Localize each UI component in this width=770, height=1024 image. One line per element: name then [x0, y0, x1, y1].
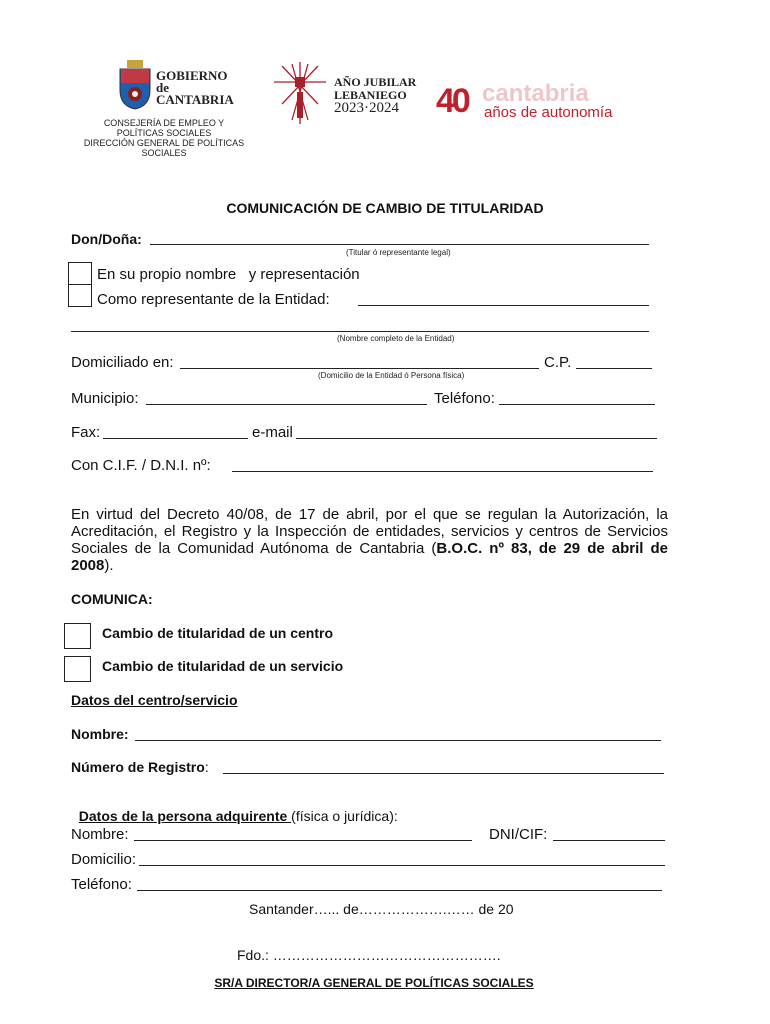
datos-persona-heading [71, 792, 398, 824]
entidad-hint: (Nombre completo de la Entidad) [337, 334, 455, 343]
cp-label: C.P. [544, 354, 572, 371]
consejeria-line-1: CONSEJERÍA DE EMPLEO Y [103, 118, 225, 128]
entidad-field[interactable] [358, 305, 649, 306]
consejeria-line-3: DIRECCIÓN GENERAL DE POLÍTICAS [83, 138, 245, 148]
domicilio-hint: (Domicilio de la Entidad ó Persona física) [318, 371, 465, 380]
jubilar-line-1: AÑO JUBILAR [334, 75, 417, 89]
entidad-field-full[interactable] [71, 331, 649, 332]
registro-field[interactable] [223, 773, 664, 774]
cp-field[interactable] [576, 368, 652, 369]
dni-field[interactable] [553, 840, 665, 841]
form-title: COMUNICACIÓN DE CAMBIO DE TITULARIDAD [226, 200, 544, 216]
paragraph-end: ). [104, 557, 114, 574]
opt-representante-label: Como representante de la Entidad: [97, 291, 330, 308]
santander-date[interactable]: Santander…... de……………….…… de 20 [249, 901, 514, 917]
opt-propio-label: En su propio nombre y representación [97, 266, 360, 283]
checkbox-representante[interactable] [68, 284, 92, 307]
jubilar-cross-icon [270, 60, 330, 126]
telefono-label: Teléfono: [434, 390, 495, 407]
director-line: SR/A DIRECTOR/A GENERAL DE POLÍTICAS SOCIALES [214, 976, 534, 990]
gobierno-line-3: CANTABRIA [156, 92, 234, 107]
opt-centro-label: Cambio de titularidad de un centro [102, 625, 334, 641]
nombre-label: Nombre: [71, 826, 129, 843]
paragraph-boc: B.O.C. nº 83, de 29 de abril de 2008 [71, 540, 668, 574]
registro-colon: : [204, 759, 209, 775]
logo-word-cantabria: cantabria [482, 80, 589, 107]
comunica-heading: COMUNICA: [71, 591, 153, 607]
cif-field[interactable] [232, 471, 653, 472]
consejeria-line-2: POLÍTICAS SOCIALES [116, 128, 212, 138]
email-label: e-mail [252, 424, 293, 441]
dni-label: DNI/CIF: [489, 826, 548, 843]
gobierno-cantabria-logo [118, 60, 248, 110]
don-field[interactable] [150, 244, 649, 245]
domiciliado-label: Domiciliado en: [71, 354, 174, 371]
don-hint: (Titular ó representante legal) [346, 248, 451, 257]
cif-label: Con C.I.F. / D.N.I. nº: [71, 457, 211, 474]
jubilar-line-2: LEBANIEGO [334, 88, 407, 102]
don-label: Don/Doña: [71, 231, 142, 247]
coat-of-arms-icon [118, 60, 152, 110]
fax-label: Fax: [71, 424, 101, 441]
datos-persona-suffix: (física o jurídica): [291, 808, 398, 824]
telefono2-label: Teléfono: [71, 876, 132, 893]
domicilio-label: Domicilio: [71, 851, 137, 868]
gobierno-line-2: de [156, 80, 169, 95]
checkbox-propio[interactable] [68, 262, 92, 285]
logo-number-40: 40 [436, 82, 468, 120]
telefono-field[interactable] [499, 404, 655, 405]
gobierno-line-1: GOBIERNO [156, 68, 228, 83]
nombre-centro-label: Nombre: [71, 726, 129, 742]
datos-centro-heading: Datos del centro/servicio [71, 692, 238, 708]
signature-fdo[interactable]: Fdo.: …………………………………………. [237, 947, 501, 963]
cantabria-40-logo [436, 80, 626, 126]
checkbox-centro[interactable] [64, 623, 91, 649]
datos-persona-text: Datos de la persona adquirente [78, 808, 292, 824]
municipio-label: Municipio: [71, 390, 139, 407]
nombre-centro-field[interactable] [135, 740, 661, 741]
consejeria-text [70, 118, 258, 158]
opt-servicio-label: Cambio de titularidad de un servicio [102, 658, 344, 674]
checkbox-servicio[interactable] [64, 656, 91, 682]
decreto-paragraph [71, 506, 668, 574]
domicilio-field[interactable] [139, 865, 665, 866]
municipio-field[interactable] [146, 404, 427, 405]
jubilar-line-3: 2023·2024 [334, 100, 399, 116]
registro-label [71, 759, 209, 775]
paragraph-text: En virtud del Decreto 40/08, de 17 de abril, por el que se regulan la Autorización, la Acreditación, el Registro y la Inspección de entidades, servicios y centros de Servicios Sociales de la Comunidad Autónoma de Cantabria ( [71, 506, 668, 557]
email-field[interactable] [296, 438, 657, 439]
logo-tagline: años de autonomía [484, 104, 613, 121]
fax-field[interactable] [103, 438, 248, 439]
nombre-field[interactable] [134, 840, 472, 841]
consejeria-line-4: SOCIALES [141, 148, 187, 158]
domiciliado-field[interactable] [180, 368, 539, 369]
telefono2-field[interactable] [137, 890, 662, 891]
ano-jubilar-logo [270, 60, 420, 126]
registro-label-text: Número de Registro [71, 759, 205, 775]
